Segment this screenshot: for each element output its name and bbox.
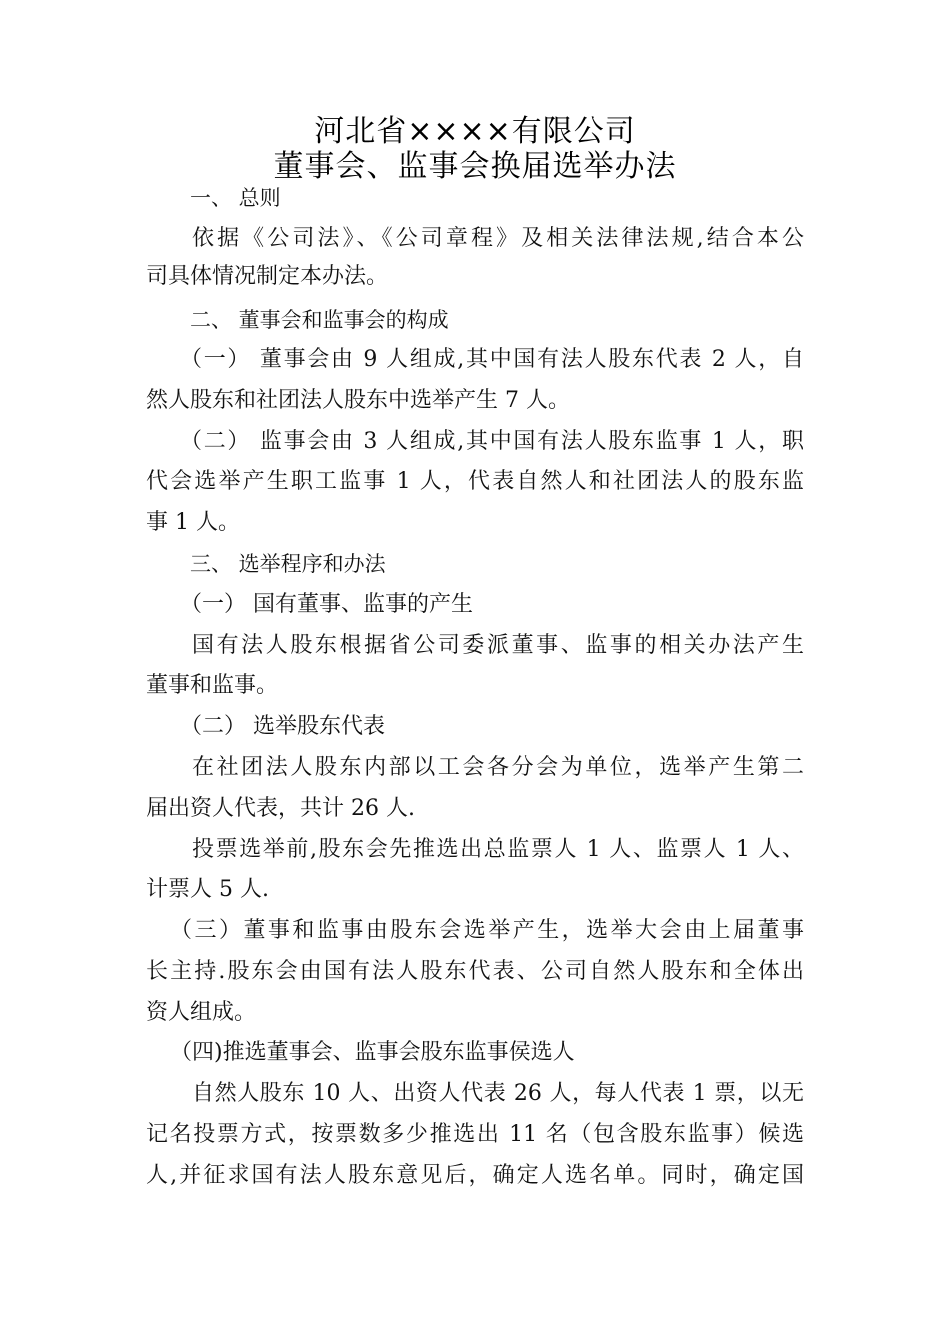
paragraph-line: 自然人股东 10 人、出资人代表 26 人，每人代表 1 票，以无 bbox=[192, 1081, 804, 1106]
paragraph-line: 然人股东和社团法人股东中选举产生 7 人。 bbox=[146, 388, 570, 413]
paragraph-line: （一） 董事会由 9 人组成,其中国有法人股东代表 2 人，自 bbox=[180, 347, 804, 372]
paragraph-line: 资人组成。 bbox=[146, 1000, 257, 1025]
paragraph-line: （三）董事和监事由股东会选举产生，选举大会由上届董事 bbox=[170, 918, 804, 943]
paragraph-line: （二） 监事会由 3 人组成,其中国有法人股东监事 1 人，职 bbox=[180, 429, 804, 454]
paragraph-line: 记名投票方式，按票数多少推选出 11 名（包含股东监事）候选 bbox=[146, 1122, 804, 1147]
paragraph-line: 届出资人代表，共计 26 人. bbox=[146, 796, 415, 821]
paragraph-line: 人,并征求国有法人股东意见后，确定人选名单。同时，确定国 bbox=[146, 1163, 804, 1188]
paragraph-line: 投票选举前,股东会先推选出总监票人 1 人、监票人 1 人、 bbox=[192, 837, 804, 862]
subsection-heading: （四)推选董事会、监事会股东监事侯选人 bbox=[170, 1040, 575, 1065]
paragraph-line: 代会选举产生职工监事 1 人，代表自然人和社团法人的股东监 bbox=[146, 469, 804, 494]
paragraph-line: 长主持.股东会由国有法人股东代表、公司自然人股东和全体出 bbox=[146, 959, 804, 984]
paragraph-line: 董事和监事。 bbox=[146, 673, 279, 698]
paragraph-line: 计票人 5 人. bbox=[146, 877, 269, 902]
paragraph-line: 在社团法人股东内部以工会各分会为单位，选举产生第二 bbox=[192, 755, 804, 780]
section-heading-procedure: 三、 选举程序和办法 bbox=[190, 552, 386, 576]
subsection-heading: （二） 选举股东代表 bbox=[180, 714, 385, 739]
document-title: 河北省××××有限公司 bbox=[314, 114, 636, 149]
section-heading-composition: 二、 董事会和监事会的构成 bbox=[190, 308, 449, 332]
paragraph-line: 事 1 人。 bbox=[146, 510, 240, 535]
paragraph-line: 司具体情况制定本办法。 bbox=[146, 264, 389, 289]
paragraph-line: 国有法人股东根据省公司委派董事、监事的相关办法产生 bbox=[192, 633, 804, 658]
document-subtitle: 董事会、监事会换届选举办法 bbox=[273, 149, 677, 184]
paragraph-line: 依据《公司法》、《公司章程》及相关法律法规,结合本公 bbox=[192, 226, 804, 251]
subsection-heading: （一） 国有董事、监事的产生 bbox=[180, 592, 473, 617]
section-heading-general: 一、 总则 bbox=[190, 186, 281, 210]
